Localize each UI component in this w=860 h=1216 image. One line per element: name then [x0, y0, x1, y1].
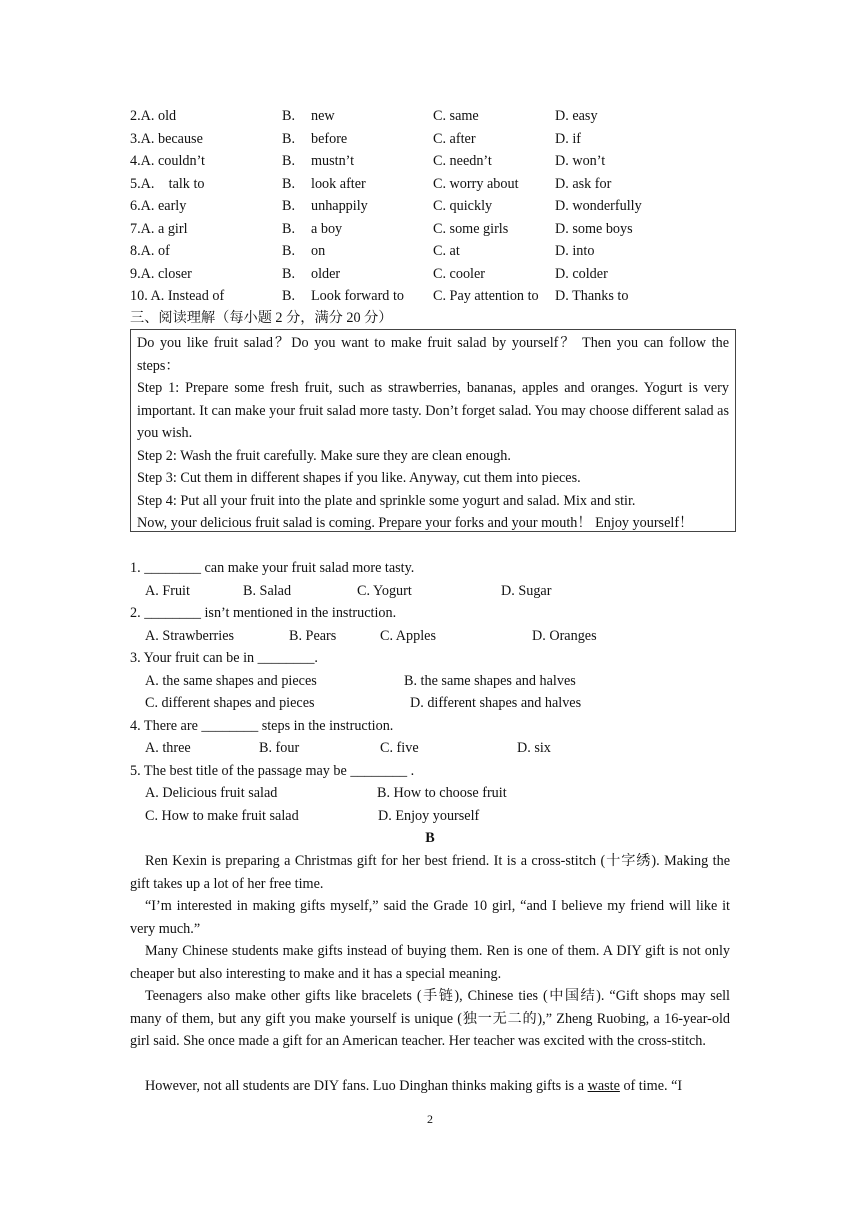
passage-paragraph: Step 1: Prepare some fresh fruit, such as strawberries, bananas, apples and oranges. Yogurt is very important. It can make your fruit salad more tasty. Don’t forget salad. You may choose different salad as you wish.: [137, 380, 729, 441]
cloze-row: [130, 195, 750, 217]
option-a: 5.A. talk to: [130, 175, 205, 192]
option: C. Apples: [380, 627, 436, 644]
option-b: look after: [311, 175, 366, 192]
option: C. five: [380, 740, 419, 756]
option-c: C. quickly: [433, 198, 493, 214]
option: C. different shapes and pieces: [145, 695, 315, 711]
option-b-letter: B.: [282, 220, 296, 237]
question-5: 5. The best title of the passage may be ________ .: [130, 762, 415, 779]
option-b: unhappily: [311, 198, 368, 214]
option-b: new: [311, 108, 335, 124]
option: B. How to choose fruit: [377, 785, 507, 801]
passage-b-paragraph: “I’m interested in making gifts myself,” said the Grade 10 girl, “and I believe my friend will like it very much.”: [130, 898, 730, 937]
part-b-heading: B: [425, 830, 435, 846]
cloze-row: [130, 263, 750, 285]
option: B. Salad: [243, 582, 292, 599]
option-a: 9.A. closer: [130, 265, 192, 282]
option: B. four: [259, 740, 300, 756]
option-d: D. won’t: [555, 153, 606, 169]
option: D. Enjoy yourself: [378, 807, 480, 824]
passage-paragraph: Step 3: Cut them in different shapes if you like. Anyway, cut them into pieces.: [137, 470, 581, 486]
option-b: Look forward to: [311, 288, 404, 304]
option: D. different shapes and halves: [410, 695, 582, 711]
question-1: 1. ________ can make your fruit salad more tasty.: [130, 560, 415, 576]
option-b-letter: B.: [282, 108, 296, 124]
option-d: D. some boys: [555, 220, 633, 237]
page-number: 2: [427, 1112, 433, 1126]
passage-b-paragraph: [130, 1075, 730, 1098]
option: A. Fruit: [145, 582, 190, 599]
option-b-letter: B.: [282, 175, 296, 192]
passage-a-box: [130, 329, 736, 532]
option-c: C. Pay attention to: [433, 288, 539, 304]
option-c: C. cooler: [433, 265, 486, 282]
option-b: older: [311, 265, 341, 282]
passage-paragraph: Now, your delicious fruit salad is coming. Prepare your forks and your mouth！ Enjoy yourself！: [137, 515, 694, 531]
option: D. Sugar: [501, 582, 552, 599]
option-a: 10. A. Instead of: [130, 288, 225, 304]
option-d: D. colder: [555, 265, 608, 282]
option-d: D. ask for: [555, 175, 612, 192]
question-3: 3. Your fruit can be in ________.: [130, 650, 318, 666]
cloze-row: [130, 150, 750, 172]
passage-paragraph: Step 4: Put all your fruit into the plate and sprinkle some yogurt and salad. Mix and stir.: [137, 492, 636, 509]
option: A. Delicious fruit salad: [145, 785, 278, 801]
option: D. six: [517, 740, 551, 756]
option-c: C. needn’t: [433, 153, 492, 169]
cloze-row: [130, 173, 750, 195]
option-b-letter: B.: [282, 198, 296, 214]
option-d: D. into: [555, 243, 595, 259]
option-b-letter: B.: [282, 153, 296, 169]
question-4: 4. There are ________ steps in the instruction.: [130, 717, 394, 734]
cloze-row: [130, 285, 750, 307]
option: A. the same shapes and pieces: [145, 672, 317, 689]
option: C. Yogurt: [357, 582, 412, 599]
option-c: C. after: [433, 130, 476, 147]
cloze-row: [130, 218, 750, 240]
option-c: C. worry about: [433, 175, 519, 192]
passage-b-paragraph: Ren Kexin is preparing a Christmas gift for her best friend. It is a cross-stitch (十字绣). Making the gift takes up a lot of her free time.: [130, 853, 730, 892]
option-a: 2.A. old: [130, 108, 177, 124]
passage-paragraph: Do you like fruit salad？Do you want to make fruit salad by yourself？ Then you can follow the steps：: [137, 335, 729, 374]
option-b: a boy: [311, 220, 343, 237]
section-title: 三、阅读理解（每小题 2 分，满分 20 分）: [130, 310, 393, 326]
option-b-letter: B.: [282, 243, 296, 259]
option-a: 7.A. a girl: [130, 220, 188, 237]
option: B. the same shapes and halves: [404, 672, 576, 689]
option-c: C. some girls: [433, 220, 509, 237]
cloze-row: [130, 240, 750, 262]
question-2: 2. ________ isn’t mentioned in the instruction.: [130, 605, 397, 621]
option-d: D. Thanks to: [555, 288, 629, 304]
option: B. Pears: [289, 627, 337, 644]
option-d: D. wonderfully: [555, 198, 642, 214]
option-a: 6.A. early: [130, 198, 187, 214]
option-b-letter: B.: [282, 265, 296, 282]
option-b: before: [311, 130, 348, 147]
option-b: mustn’t: [311, 153, 355, 169]
option-a: 4.A. couldn’t: [130, 153, 206, 169]
option: C. How to make fruit salad: [145, 807, 299, 824]
text-run: However, not all students are DIY fans. Luo Dinghan thinks making gifts is a: [145, 1078, 588, 1094]
option-b-letter: B.: [282, 288, 296, 304]
option: A. Strawberries: [145, 627, 235, 644]
passage-b-paragraph: Many Chinese students make gifts instead of buying them. Ren is one of them. A DIY gift is not only cheaper but also interesting to make and it has a special meaning.: [130, 943, 730, 982]
text-run: of time. “I: [619, 1078, 683, 1094]
passage-paragraph: Step 2: Wash the fruit carefully. Make sure they are clean enough.: [137, 447, 511, 464]
option-c: C. same: [433, 108, 479, 124]
option: A. three: [145, 740, 191, 756]
option-d: D. easy: [555, 108, 598, 124]
cloze-row: [130, 128, 750, 150]
passage-b-paragraph: Teenagers also make other gifts like bracelets (手链), Chinese ties (中国结). “Gift shops may sell many of them, but any gift you make yourself is unique (独一无二的),” Zheng Ruobing, a 16-year-old girl said. She once made a gift for an American teacher. Her teacher was excited with the cross-stitch.: [130, 988, 731, 1050]
option-b: on: [311, 243, 326, 259]
option-d: D. if: [555, 130, 582, 147]
underlined-word: waste: [587, 1078, 620, 1094]
cloze-row: [130, 105, 750, 127]
option-a: 3.A. because: [130, 130, 203, 147]
option-c: C. at: [433, 243, 460, 259]
option-a: 8.A. of: [130, 243, 170, 259]
option: D. Oranges: [532, 627, 597, 644]
option-b-letter: B.: [282, 130, 296, 147]
